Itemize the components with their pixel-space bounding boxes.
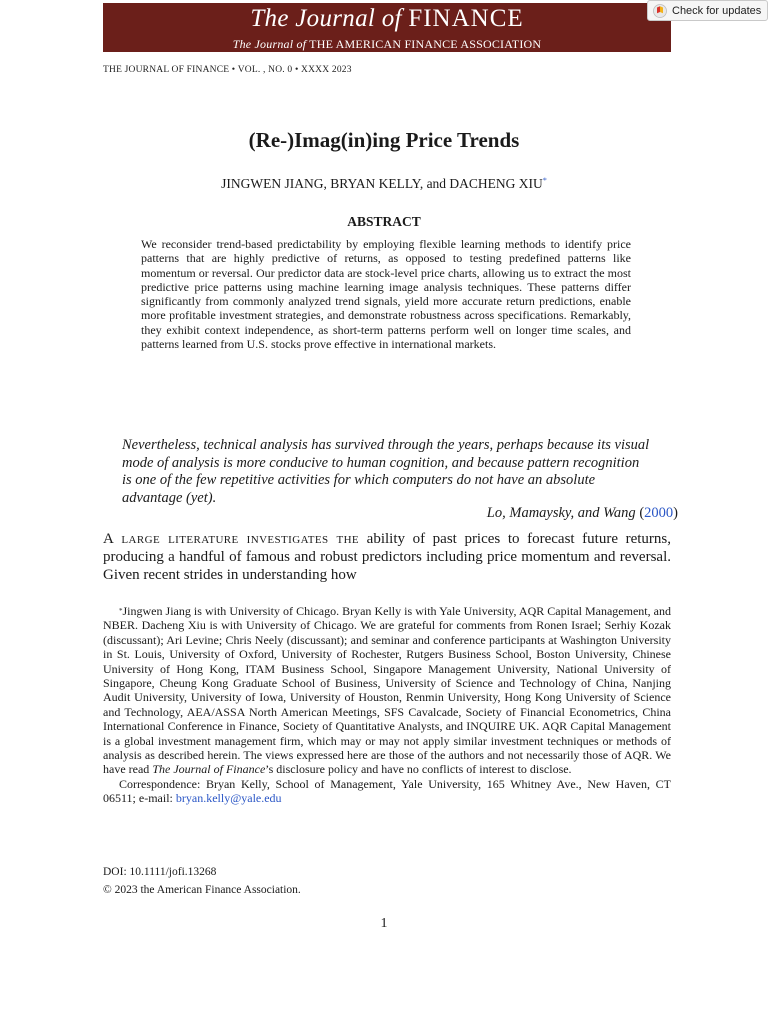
journal-banner-title: The Journal of FINANCE bbox=[250, 5, 524, 32]
running-head: THE JOURNAL OF FINANCE • VOL. , NO. 0 • XXXX 2023 bbox=[103, 65, 352, 75]
doi: DOI: 10.1111/jofi.13268 bbox=[103, 866, 217, 878]
check-for-updates-button[interactable] bbox=[647, 0, 768, 21]
check-for-updates-label: Check for updates bbox=[672, 4, 762, 17]
journal-banner bbox=[103, 3, 671, 52]
email-link[interactable]: bryan.kelly@yale.edu bbox=[175, 791, 282, 806]
footnote-correspondence: Correspondence: Bryan Kelly, School of Management, Yale University, 165 Whitney Ave., New Haven, CT 06511; e-mail: bryan.kelly@yale.edu bbox=[103, 776, 671, 806]
abstract-text: We reconsider trend-based predictability by employing flexible learning methods to identify price patterns that are highly predictive of returns, as opposed to testing predefined patterns like momentum or reversal. Our predictor data are stock-level price charts, allowing us to extract the most predictive price patterns using machine learning image analysis techniques. These patterns differ significantly from commonly analyzed trend signals, yield more accurate return predictions, enable more profitable investment strategies, and demonstrate robustness across specifications. Remarkably, they exhibit context independence, as short-term patterns perform well on longer time scales, and patterns learned from U.S. stocks prove effective in international markets. bbox=[141, 237, 631, 352]
epigraph-quote: Nevertheless, technical analysis has survived through the years, perhaps because its visual mode of analysis is more conducive to human cognition, and because pattern recognition is one of the few repetitive activities for which computers do not have an absolute advantage (yet). bbox=[122, 437, 650, 506]
check-for-updates-icon bbox=[653, 4, 667, 18]
author-footnote-link[interactable]: * bbox=[542, 176, 547, 185]
journal-banner-subtitle: The Journal of THE AMERICAN FINANCE ASSOCIATION bbox=[232, 37, 542, 51]
epigraph-attribution: Lo, Mamaysky, and Wang (2000) bbox=[486, 505, 678, 521]
footnote-acknowledgements: *Jingwen Jiang is with University of Chicago. Bryan Kelly is with Yale University, AQR Capital Management, and NBER. Dacheng Xiu is with University of Chicago. We are grateful for comments from Ronen Israel; Serhiy Kozak (discussant); Ari Levine; Chris Neely (discussant); and seminar and conference participants at Washington University in St. Louis, University of Oxford, University of Rochester, Rutgers Business School, Boston University, Chinese University of Hong Kong, ITAM Business School, Singapore Management University, National University of Singapore, Cheung Kong Graduate School of Business, University of Science and Technology of China, Nanjing Audit University, University of Iowa, University of Houston, Renmin University, Hong Kong University of Science and Technology, AEA/ASSA North American Meetings, SFS Cavalcade, Society of Financial Econometrics, China International Conference in Finance, Society of Quantitative Analysts, and INQUIRE UK. AQR Capital Management is a global investment management firm, which may or may not apply similar investment techniques or methods of analysis as described herein. The views expressed here are those of the authors and not necessarily those of AQR. We have read The Journal of Finance’s disclosure policy and have no conflicts of interest to disclose. bbox=[103, 604, 671, 777]
paper-title: (Re-)Imag(in)ing Price Trends bbox=[248, 128, 520, 152]
page-number: 1 bbox=[380, 916, 388, 931]
citation-year-link[interactable]: 2000 bbox=[644, 505, 674, 521]
author-list: JINGWEN JIANG, BRYAN KELLY, and DACHENG XIU* bbox=[221, 176, 547, 191]
intro-paragraph: A large literature investigates the ability of past prices to forecast future returns, producing a handful of famous and robust predictors including price momentum and reversal. Given recent strides in understanding how bbox=[103, 531, 672, 583]
author-footnote bbox=[103, 604, 671, 806]
copyright: © 2023 the American Finance Association. bbox=[103, 884, 301, 896]
intro-lead-smallcaps: A large literature investigates the bbox=[103, 531, 360, 547]
abstract-heading: ABSTRACT bbox=[347, 214, 421, 229]
